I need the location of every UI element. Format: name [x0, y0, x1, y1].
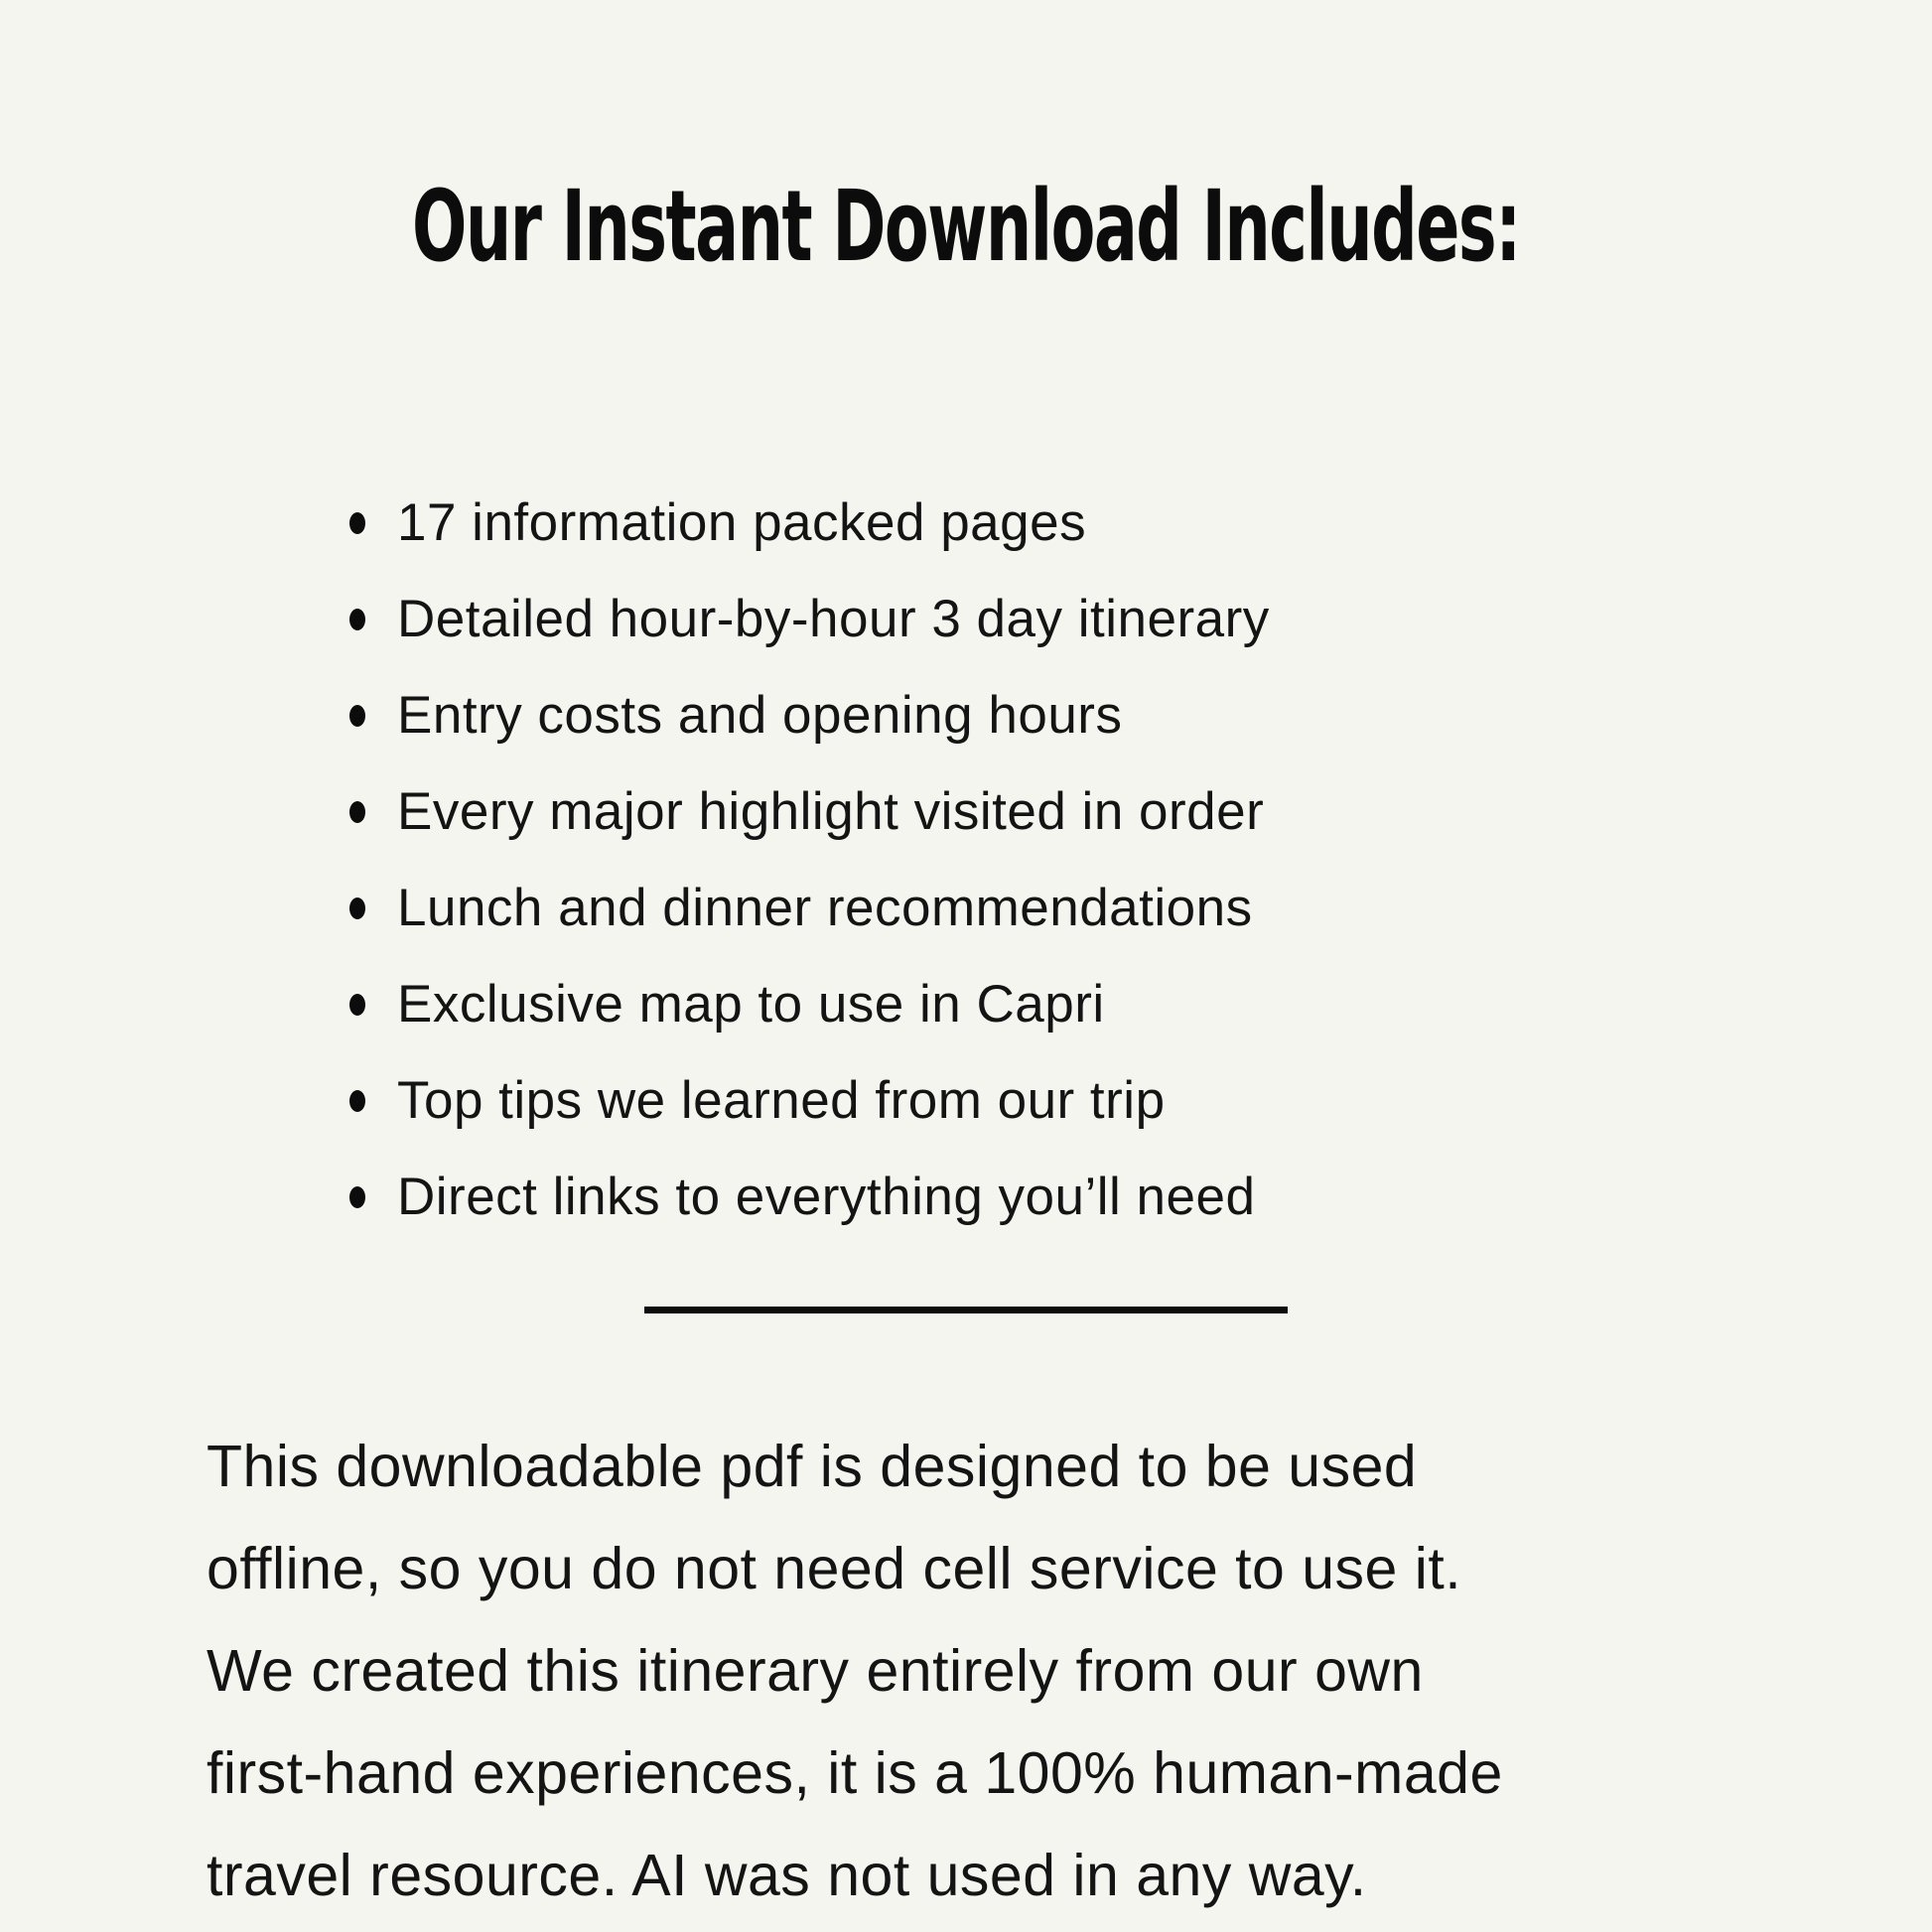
list-item: Every major highlight visited in order: [347, 763, 1932, 860]
paragraph-line: travel resource. AI was not used in any way.: [207, 1843, 1367, 1909]
list-item: Top tips we learned from our trip: [347, 1052, 1932, 1149]
page-title: Our Instant Download Includes:: [412, 169, 1520, 284]
header: [0, 0, 1932, 326]
paragraph-line: We created this itinerary entirely from our own: [207, 1638, 1424, 1705]
list-item: Entry costs and opening hours: [347, 667, 1932, 763]
description-paragraph: [207, 1416, 1666, 1927]
paragraph-line: first-hand experiences, it is a 100% human-made: [207, 1740, 1503, 1807]
includes-list: [347, 475, 1932, 1245]
list-item: Lunch and dinner recommendations: [347, 860, 1932, 956]
list-item: Detailed hour-by-hour 3 day itinerary: [347, 571, 1932, 667]
list-item: Direct links to everything you’ll need: [347, 1149, 1932, 1245]
list-item: Exclusive map to use in Capri: [347, 956, 1932, 1052]
paragraph-line: This downloadable pdf is designed to be used: [207, 1434, 1418, 1500]
paragraph-line: offline, so you do not need cell service to use it.: [207, 1536, 1462, 1602]
list-item: 17 information packed pages: [347, 475, 1932, 571]
horizontal-divider: [644, 1307, 1288, 1313]
